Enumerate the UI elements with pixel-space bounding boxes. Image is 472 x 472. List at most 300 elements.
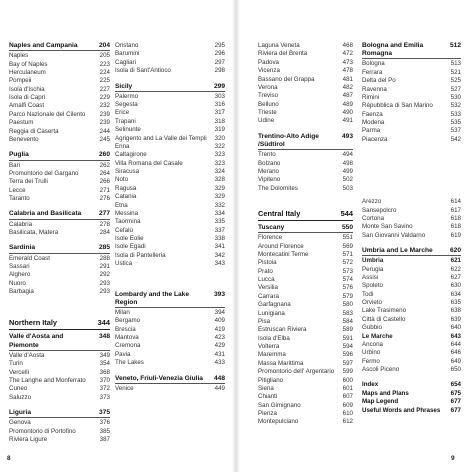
toc-entry [9, 394, 110, 402]
toc-entry-page: 288 [99, 254, 110, 262]
toc-entry-page: 627 [450, 273, 461, 281]
toc-entry [9, 86, 110, 94]
toc-entry [258, 326, 353, 334]
toc-entry-label: Bolzano [258, 159, 281, 167]
toc-entry [258, 185, 353, 193]
toc-entry-page: 600 [342, 376, 353, 384]
toc-entry-page: 489 [342, 100, 353, 108]
toc-entry-page: 481 [342, 75, 353, 83]
sub-heading-label: Umbria [362, 257, 384, 265]
toc-entry-label: Venice [115, 384, 134, 392]
spacer [258, 193, 353, 209]
toc-entry-page: 490 [342, 109, 353, 116]
toc-entry-label: Naples [9, 52, 29, 60]
toc-entry-page: 433 [214, 359, 225, 367]
toc-entry-label: Merano [258, 167, 279, 175]
toc-entry-page: 229 [99, 94, 110, 102]
toc-entry-page: 583 [342, 309, 353, 317]
toc-entry [258, 360, 353, 368]
toc-entry-page: 610 [342, 410, 353, 418]
toc-entry-label: Trapani [115, 117, 136, 125]
toc-entry-label: Udine [258, 117, 275, 125]
toc-entry-page: 332 [214, 201, 225, 209]
toc-entry-label: Promontorio del Gargano [9, 169, 79, 177]
toc-entry-page: 334 [214, 209, 225, 217]
toc-entry [258, 67, 353, 75]
toc-entry-page: 640 [450, 324, 461, 332]
toc-entry [362, 102, 461, 110]
toc-entry-page: 487 [342, 92, 353, 100]
toc-entry-page: 224 [99, 68, 110, 76]
section-heading-label: Naples and Campania [9, 42, 78, 49]
toc-entry-page: 572 [342, 259, 353, 267]
toc-entry-label: Modena [362, 119, 385, 127]
toc-entry-label: Vipiteno [258, 176, 281, 184]
toc-entry-page: 542 [450, 135, 461, 143]
toc-entry-page: 498 [342, 159, 353, 167]
toc-entry [115, 326, 225, 334]
toc-entry-label: Around Florence [258, 242, 304, 250]
spacer [362, 182, 461, 198]
toc-entry-page: 239 [99, 119, 110, 127]
part-heading [258, 209, 353, 219]
sub-heading-label: Le Marche [362, 332, 393, 340]
section-heading [362, 247, 461, 255]
section-heading-page: 277 [98, 210, 110, 218]
toc-entry-label: Montepulciano [258, 418, 299, 426]
toc-entry [258, 301, 353, 309]
toc-entry [362, 119, 461, 127]
section-rule [9, 253, 110, 254]
toc-entry [362, 366, 461, 374]
toc-entry [115, 193, 225, 201]
toc-entry-page: 491 [342, 117, 353, 125]
toc-entry-label: Urbino [362, 349, 381, 357]
toc-entry-label: Herculaneum [9, 68, 46, 76]
toc-entry-page: 584 [342, 317, 353, 325]
toc-entry-label: Isola di Capri [9, 94, 46, 102]
toc-entry-label: Nuoro [9, 279, 26, 287]
section-heading-page: 375 [98, 409, 110, 417]
toc-entry-page: 574 [342, 276, 353, 284]
section-heading-page: 260 [98, 151, 110, 159]
toc-entry-label: The Langhe and Monferrato [9, 376, 86, 384]
section-rule [258, 149, 353, 150]
toc-entry [258, 284, 353, 292]
toc-entry-label: Cefalù [115, 226, 133, 234]
toc-entry [362, 198, 461, 206]
toc-entry [258, 343, 353, 351]
toc-entry-label: Sassari [9, 262, 30, 270]
toc-entry-label: Valle d'Aosta [9, 351, 45, 359]
toc-entry-label: Ascoli Piceno [362, 366, 400, 374]
sub-heading-page: 643 [450, 332, 461, 340]
toc-entry [258, 310, 353, 318]
toc-entry-label: Sansepolcro [362, 206, 397, 214]
toc-entry-page: 431 [214, 350, 225, 358]
toc-entry-page: 320 [214, 134, 225, 142]
section-heading [9, 151, 110, 159]
toc-entry-page: 646 [450, 349, 461, 357]
toc-entry [115, 309, 225, 317]
toc-entry [258, 117, 353, 125]
toc-entry [115, 252, 225, 260]
toc-entry [115, 143, 225, 151]
toc-entry [258, 377, 353, 385]
toc-entry [115, 210, 225, 218]
toc-entry-label: Trento [258, 151, 276, 159]
toc-entry-label: Vercelli [9, 368, 29, 376]
toc-entry-page: 232 [99, 102, 110, 110]
toc-entry-page: 644 [450, 340, 461, 348]
toc-entry [258, 42, 353, 50]
page-number-right: 9 [451, 455, 455, 462]
toc-entry [362, 341, 461, 349]
toc-entry-label: Selinunte [115, 126, 141, 134]
toc-entry-page: 618 [450, 223, 461, 231]
toc-entry-page: 499 [342, 167, 353, 175]
toc-entry [258, 76, 353, 84]
toc-entry [258, 84, 353, 92]
toc-entry-page: 284 [99, 228, 110, 236]
toc-entry-label: Riviera Ligure [9, 436, 48, 444]
toc-entry [115, 227, 225, 235]
toc-entry [9, 288, 110, 296]
end-matter-entry-label: Map Legend [362, 398, 399, 406]
toc-entry-page: 387 [99, 436, 110, 444]
toc-entry [115, 67, 225, 75]
toc-entry-label: Monte San Savino [362, 223, 413, 231]
toc-entry-page: 335 [214, 218, 225, 226]
section-heading-page: 512 [449, 42, 461, 49]
section-heading [362, 42, 461, 58]
toc-entry-label: Saluzzo [9, 393, 32, 401]
toc-entry [115, 135, 225, 143]
toc-entry [115, 218, 225, 226]
toc-entry [362, 349, 461, 357]
toc-entry-page: 551 [342, 234, 353, 242]
toc-entry-page: 612 [342, 418, 353, 426]
toc-entry-label: Mantova [115, 334, 139, 342]
toc-entry-label: Caltagirone [115, 151, 147, 159]
toc-entry [9, 61, 110, 69]
toc-entry [362, 77, 461, 85]
toc-entry-page: 599 [342, 368, 353, 376]
spacer [115, 76, 225, 83]
toc-entry [9, 385, 110, 393]
toc-entry [9, 170, 110, 178]
toc-entry-label: Promontorio dell' Argentario [258, 368, 335, 376]
section-heading [9, 409, 110, 417]
toc-entry [258, 176, 353, 184]
toc-entry-page: 297 [214, 58, 225, 66]
section-heading-page: 550 [341, 224, 353, 232]
spacer [362, 240, 461, 247]
toc-entry-page: 278 [99, 220, 110, 228]
toc-entry-label: Brescia [115, 325, 136, 333]
right-column-2 [362, 42, 461, 415]
toc-entry-page: 276 [99, 195, 110, 203]
toc-entry [115, 126, 225, 134]
toc-entry-label: Garfagnana [258, 301, 291, 309]
toc-entry-label: Treviso [258, 92, 279, 100]
toc-entry-page: 205 [99, 52, 110, 60]
spacer [362, 374, 461, 381]
toc-entry-label: Cremona [115, 342, 141, 350]
toc-entry-page: 634 [450, 290, 461, 298]
toc-entry [362, 299, 461, 307]
toc-entry [258, 368, 353, 376]
toc-entry [9, 111, 110, 119]
spacer [362, 144, 461, 166]
toc-entry-page: 295 [214, 42, 225, 49]
toc-entry [9, 94, 110, 102]
toc-entry-label: Etna [115, 201, 128, 209]
toc-entry [115, 160, 225, 168]
toc-entry-label: Pienza [258, 410, 277, 418]
toc-entry-page: 324 [214, 168, 225, 176]
section-heading-label: Veneto, Friuli-Venezia Giulia [115, 374, 203, 382]
toc-entry [9, 419, 110, 427]
toc-entry-page: 649 [450, 357, 461, 365]
toc-entry-label: San Giovanni Valdarno [362, 231, 426, 239]
toc-entry-label: Montecatini Terme [258, 250, 309, 258]
toc-entry-page: 576 [342, 284, 353, 292]
toc-entry-page: 597 [342, 359, 353, 367]
toc-entry-page: 419 [214, 325, 225, 333]
toc-entry-page: 264 [99, 169, 110, 177]
toc-entry-label: Cuneo [9, 385, 28, 393]
toc-entry-page: 449 [214, 384, 225, 392]
section-heading [9, 333, 110, 349]
toc-entry-page: 594 [342, 343, 353, 351]
toc-entry-label: The Lakes [115, 359, 144, 367]
toc-entry-label: Chianti [258, 393, 278, 401]
toc-entry-page: 372 [99, 385, 110, 393]
sub-heading [362, 333, 461, 341]
end-matter-entry [362, 398, 461, 406]
toc-entry-label: Genova [9, 419, 31, 427]
toc-entry-page: 368 [99, 368, 110, 376]
toc-entry-label: Agrigento and La Valle dei Templi [115, 134, 207, 142]
sub-heading-page: 621 [450, 257, 461, 265]
toc-entry [9, 195, 110, 203]
toc-entry [115, 151, 225, 159]
end-matter-entry [362, 381, 461, 389]
toc-entry-page: 245 [99, 135, 110, 143]
toc-entry-label: Benevento [9, 135, 39, 143]
toc-entry-label: Cagliari [115, 58, 136, 66]
toc-entry-page: 349 [99, 351, 110, 359]
toc-entry-label: The Dolomites [258, 184, 298, 192]
section-heading [9, 244, 110, 252]
section-heading-label: Sardinia [9, 244, 36, 252]
section-heading-label: Tuscany [258, 224, 285, 232]
toc-entry [258, 92, 353, 100]
toc-entry [9, 255, 110, 263]
toc-entry [362, 282, 461, 290]
toc-entry-label: San Gimignano [258, 401, 301, 409]
toc-entry-label: Promontorio di Portofino [9, 427, 76, 435]
toc-entry-page: 589 [342, 326, 353, 334]
toc-entry [115, 109, 225, 117]
toc-entry [258, 109, 353, 117]
section-rule [9, 50, 110, 51]
toc-entry-page: 323 [214, 159, 225, 167]
toc-entry-label: Milan [115, 308, 130, 316]
toc-entry [258, 351, 353, 359]
sub-heading [362, 257, 461, 265]
part-heading-label: Northern Italy [9, 318, 58, 328]
toc-entry [258, 393, 353, 401]
toc-entry [115, 118, 225, 126]
toc-entry [115, 202, 225, 210]
spacer [258, 126, 353, 133]
toc-entry [115, 93, 225, 101]
toc-entry-page: 596 [342, 351, 353, 359]
toc-entry-label: Padova [258, 58, 279, 66]
toc-entry-label: Arezzo [362, 198, 382, 206]
toc-entry [115, 243, 225, 251]
toc-entry-page: 322 [214, 142, 225, 150]
toc-entry-label: Isola d'Ischia [9, 85, 45, 93]
toc-entry [258, 276, 353, 284]
toc-entry-page: 614 [450, 198, 461, 206]
toc-entry-label: Messina [115, 209, 139, 217]
toc-entry-page: 293 [99, 288, 110, 296]
toc-entry [115, 59, 225, 67]
toc-entry-label: Villa Romana del Casale [115, 159, 183, 167]
toc-entry-page: 532 [450, 102, 461, 110]
toc-entry-label: Paestum [9, 119, 34, 127]
toc-entry [362, 136, 461, 144]
toc-entry-label: Trieste [258, 109, 277, 116]
toc-entry [362, 127, 461, 135]
toc-entry-page: 271 [99, 186, 110, 194]
toc-entry-label: Verona [258, 83, 278, 91]
toc-entry-page: 478 [342, 67, 353, 75]
toc-entry-label: Carrara [258, 292, 279, 300]
toc-entry [9, 119, 110, 127]
toc-entry-page: 635 [450, 299, 461, 307]
toc-entry-page: 394 [214, 308, 225, 316]
toc-entry-page: 533 [450, 110, 461, 118]
toc-entry [9, 280, 110, 288]
toc-entry [9, 221, 110, 229]
toc-entry [362, 86, 461, 94]
toc-entry-label: Bay of Naples [9, 60, 48, 68]
toc-entry [258, 251, 353, 259]
toc-entry [258, 151, 353, 159]
toc-entry [362, 94, 461, 102]
toc-entry-page: 513 [450, 60, 461, 68]
toc-entry-label: Spoleto [362, 282, 383, 290]
toc-entry-page: 262 [99, 161, 110, 169]
toc-entry [115, 359, 225, 367]
section-rule [362, 58, 461, 59]
toc-entry-page: 622 [450, 265, 461, 273]
toc-entry [362, 223, 461, 231]
toc-entry [9, 69, 110, 77]
toc-entry [258, 402, 353, 410]
part-heading-page: 544 [340, 209, 353, 219]
toc-entry-page: 316 [214, 101, 225, 109]
end-matter [362, 381, 461, 415]
toc-entry-page: 638 [450, 307, 461, 315]
toc-entry-label: Rèpubblica di San Marino [362, 102, 433, 110]
toc-entry-page: 303 [214, 92, 225, 100]
toc-entry-label: Ragusa [115, 184, 137, 192]
section-heading-label: Sicily [115, 82, 133, 90]
toc-entry [9, 271, 110, 279]
toc-entry-page: 317 [214, 109, 225, 117]
section-heading-page: 620 [449, 247, 461, 255]
toc-entry-page: 537 [450, 127, 461, 135]
section-rule [9, 160, 110, 161]
toc-entry-label: Calabria [9, 220, 33, 228]
section-heading-label: Lombardy and the Lake Region [115, 290, 190, 306]
section-heading-label: Calabria and Basilicata [9, 210, 82, 218]
section-heading [115, 83, 225, 91]
toc-entry [258, 259, 353, 267]
toc-entry-label: Parco Nazionale del Cilento [9, 110, 86, 118]
toc-entry-page: 527 [450, 85, 461, 93]
toc-entry-label: Lake Trasimeno [362, 307, 407, 315]
spacer [9, 237, 110, 244]
toc-entry-page: 266 [99, 178, 110, 186]
toc-entry-label: Isola di Sant'Antioco [115, 67, 171, 75]
toc-entry-page: 468 [342, 42, 353, 49]
toc-entry-page: 530 [450, 93, 461, 101]
toc-entry [258, 101, 353, 109]
end-matter-entry-label: Index [362, 381, 379, 389]
toc-entry-label: Barumini [115, 50, 140, 58]
toc-entry-page: 503 [342, 184, 353, 192]
toc-entry-label: Palermo [115, 92, 139, 100]
toc-entry-label: Volterra [258, 343, 280, 351]
toc-entry-page: 502 [342, 176, 353, 184]
toc-entry-page: 482 [342, 83, 353, 91]
section-rule [115, 307, 225, 308]
section-heading-page: 493 [341, 132, 353, 140]
toc-entry-label: Alghero [9, 271, 31, 279]
toc-entry [362, 266, 461, 274]
section-heading [9, 210, 110, 218]
right-column-1 [258, 42, 353, 427]
part-rule [258, 220, 353, 221]
toc-entry-label: Noto [115, 176, 129, 184]
toc-entry-label: Todi [362, 290, 374, 298]
toc-entry-page: 341 [214, 243, 225, 251]
toc-entry-label: Terra dei Trulli [9, 178, 48, 186]
part-heading [9, 318, 110, 328]
toc-entry-page: 525 [450, 77, 461, 85]
section-heading [115, 291, 225, 307]
section-rule [115, 91, 225, 92]
toc-entry-label: Pisa [258, 317, 271, 325]
toc-entry [258, 234, 353, 242]
toc-entry-page: 579 [342, 292, 353, 300]
toc-entry [258, 293, 353, 301]
toc-entry [115, 50, 225, 58]
toc-entry-label: Turin [9, 360, 23, 368]
toc-entry-page: 223 [99, 60, 110, 68]
end-matter-entry [362, 390, 461, 398]
end-matter-entry-page: 654 [450, 381, 461, 389]
toc-entry-page: 429 [214, 342, 225, 350]
toc-entry-label: Barbagia [9, 288, 34, 296]
toc-entry-label: Perugia [362, 265, 384, 273]
